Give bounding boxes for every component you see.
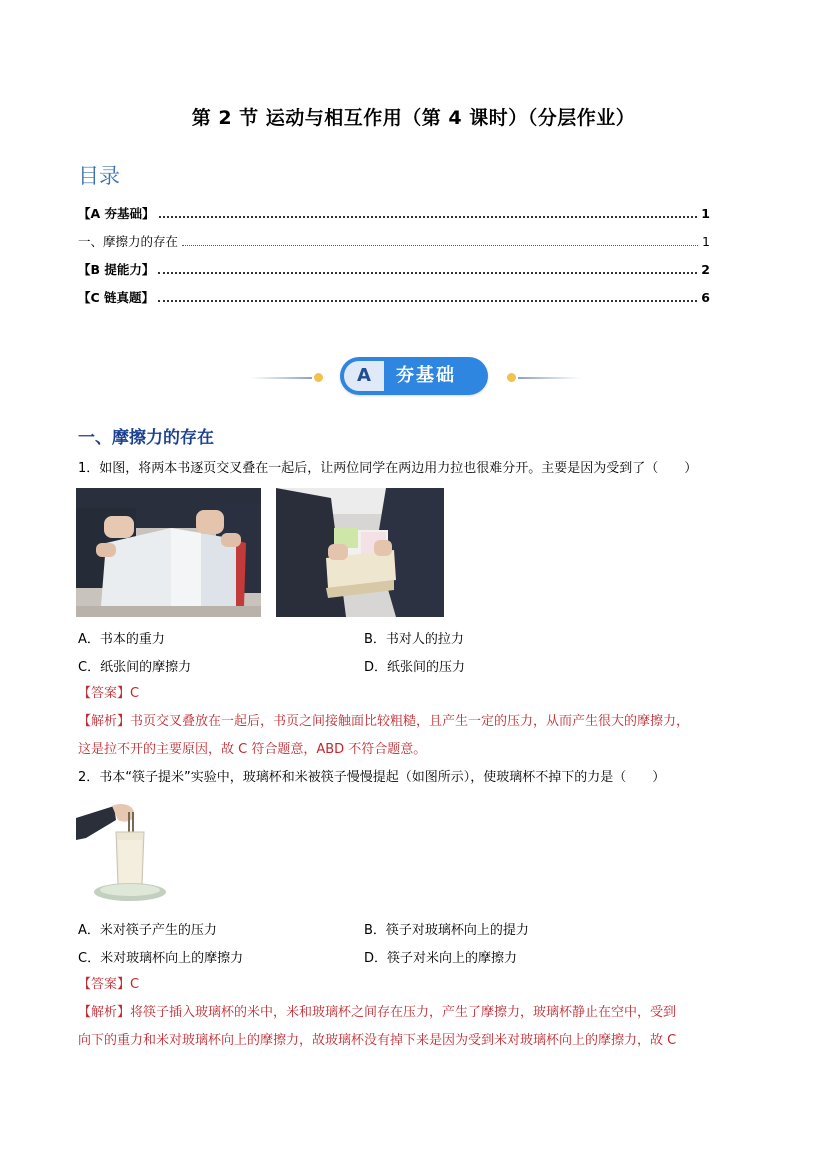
banner-dot-left xyxy=(314,373,323,382)
toc-page-number: 1 xyxy=(702,233,710,249)
banner-letter: A xyxy=(344,361,384,391)
books-photo-1 xyxy=(76,488,261,617)
q1-analysis-line-1 xyxy=(78,712,758,731)
toc-page-number: 6 xyxy=(701,289,710,305)
toc-leader xyxy=(158,262,697,274)
answer-tag: 【答案】 xyxy=(78,977,131,992)
q2-option-a: A．米对筷子产生的压力 xyxy=(78,923,217,938)
toc-item-c[interactable] xyxy=(78,287,710,307)
toc-heading: 目录 xyxy=(78,164,120,188)
toc-item-a[interactable] xyxy=(78,203,710,223)
q2-analysis-line-2: 向下的重力和米对玻璃杯向上的摩擦力，故玻璃杯没有掉下来是因为受到米对玻璃杯向上的摩擦力，故 C xyxy=(78,1033,677,1048)
answer-value: C xyxy=(130,686,140,701)
toc-leader xyxy=(158,290,697,302)
chopstick-rice-photo xyxy=(76,798,168,904)
analysis-tag: 【解析】 xyxy=(78,1005,131,1020)
q2-answer xyxy=(78,975,758,994)
question-2-stem: 2．书本“筷子提米”实验中，玻璃杯和米被筷子慢慢提起（如图所示），使玻璃杯不掉下的力是（ ） xyxy=(78,770,666,785)
q2-option-c: C．米对玻璃杯向上的摩擦力 xyxy=(78,951,244,966)
banner-line-right xyxy=(518,377,580,379)
toc-leader xyxy=(159,206,698,218)
q1-option-a: A．书本的重力 xyxy=(78,632,165,647)
toc-page-number: 1 xyxy=(701,205,710,221)
books-photo-2 xyxy=(276,488,444,617)
banner-dot-right xyxy=(507,373,516,382)
q1-analysis-line-2: 这是拉不开的主要原因，故 C 符合题意，ABD 不符合题意。 xyxy=(78,742,427,757)
q1-option-d: D．纸张间的压力 xyxy=(364,660,466,675)
toc-item-friction[interactable] xyxy=(78,231,710,251)
answer-tag: 【答案】 xyxy=(78,686,131,701)
toc-item-label: 一、摩擦力的存在 xyxy=(78,234,179,249)
toc-item-label: 【C 链真题】 xyxy=(78,290,155,305)
q1-option-c: C．纸张间的摩擦力 xyxy=(78,660,192,675)
toc-item-label: 【A 夯基础】 xyxy=(78,206,155,221)
toc-item-b[interactable] xyxy=(78,259,710,279)
page-title: 第 2 节 运动与相互作用（第 4 课时）（分层作业） xyxy=(191,107,636,129)
toc-leader xyxy=(182,235,698,246)
q1-answer xyxy=(78,684,758,703)
q2-analysis-line-1 xyxy=(78,1003,758,1022)
section-heading: 一、摩擦力的存在 xyxy=(78,428,214,448)
banner-line-left xyxy=(250,377,312,379)
answer-value: C xyxy=(130,977,140,992)
analysis-text: 将筷子插入玻璃杯的米中，米和玻璃杯之间存在压力，产生了摩擦力，玻璃杯静止在空中，受到 xyxy=(130,1005,677,1020)
question-1-stem: 1．如图，将两本书逐页交叉叠在一起后，让两位同学在两边用力拉也很难分开。主要是因为受到了（ ） xyxy=(78,461,698,476)
toc-item-label: 【B 提能力】 xyxy=(78,262,155,277)
toc-page-number: 2 xyxy=(701,261,710,277)
analysis-text: 书页交叉叠放在一起后，书页之间接触面比较粗糙，且产生一定的压力，从而产生很大的摩擦力， xyxy=(130,714,690,729)
section-banner xyxy=(250,357,580,399)
q2-option-d: D．筷子对米向上的摩擦力 xyxy=(364,951,518,966)
banner-text: 夯基础 xyxy=(396,365,456,386)
banner-pill xyxy=(340,357,488,395)
q2-option-b: B．筷子对玻璃杯向上的提力 xyxy=(364,923,529,938)
analysis-tag: 【解析】 xyxy=(78,714,131,729)
q1-option-b: B．书对人的拉力 xyxy=(364,632,464,647)
